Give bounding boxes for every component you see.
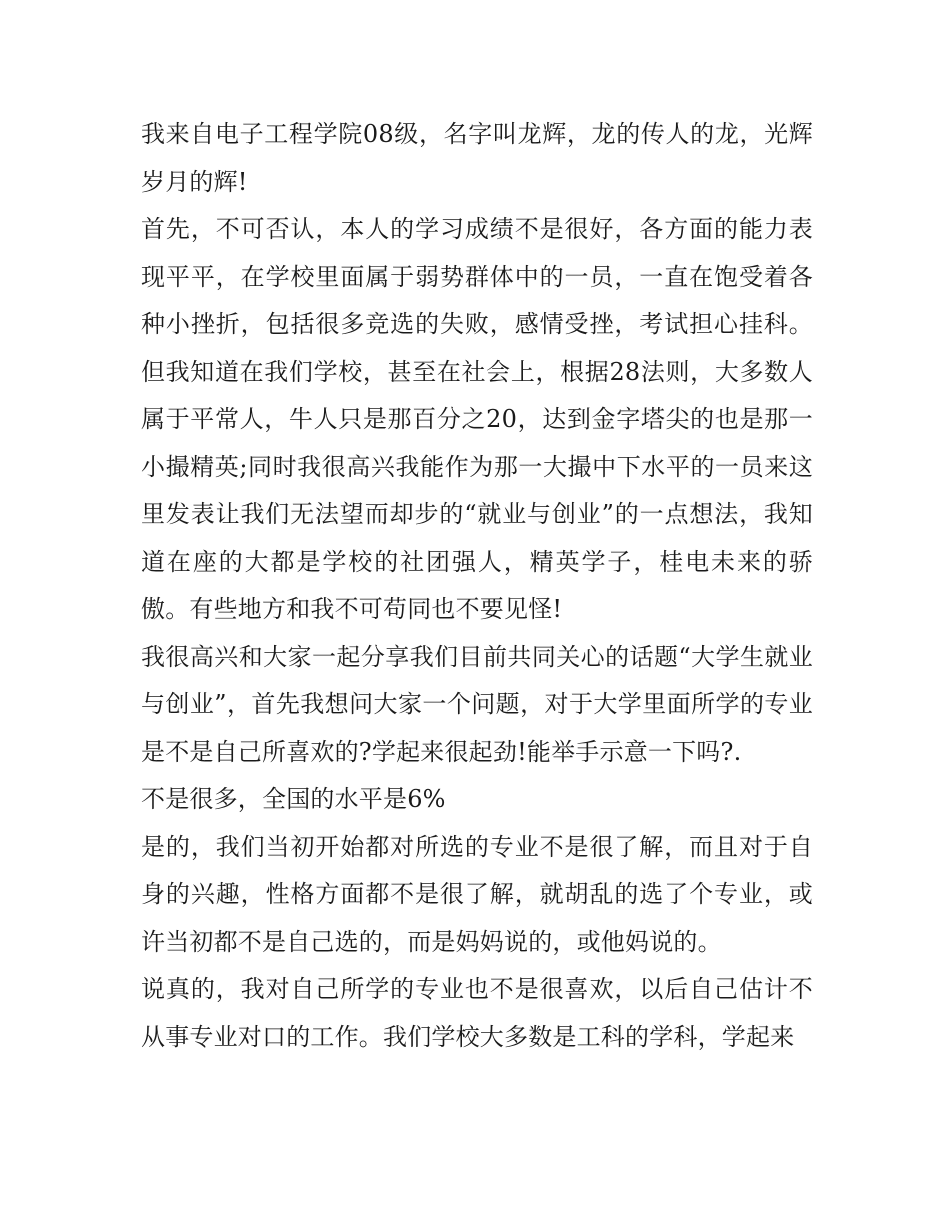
paragraph-intro: 我来自电子工程学院08级，名字叫龙辉，龙的传人的龙，光辉岁月的辉! <box>141 120 813 196</box>
paragraph-self-assessment: 首先，不可否认，本人的学习成绩不是很好，各方面的能力表现平平，在学校里面属于弱势群体中的一员，一直在饱受着各种小挫折，包括很多竞选的失败，感情受挫，考试担心挂科。但我知道在我们学校，甚至在社会上，根据28法则，大多数人属于平常人，牛人只是那百分之20，达到金字塔尖的也是那一小撮精英;同时我很高兴我能作为那一大撮中下水平的一员来这里发表让我们无法望而却步的“就业与创业”的一点想法，我知道在座的大都是学校的社团强人，精英学子，桂电未来的骄傲。有些地方和我不可苟同也不要见怪! <box>141 215 813 623</box>
document-page <box>141 111 813 1061</box>
paragraph-statistic: 不是很多，全国的水平是6% <box>141 785 446 813</box>
paragraph-personal-view: 说真的，我对自己所学的专业也不是很喜欢，以后自己估计不从事专业对口的工作。我们学校大多数是工科的学科，学起来 <box>141 975 813 1051</box>
paragraph-topic-question: 我很高兴和大家一起分享我们目前共同关心的话题“大学生就业与创业”，首先我想问大家一个问题，对于大学里面所学的专业是不是自己所喜欢的?学起来很起劲!能举手示意一下吗?. <box>141 642 813 766</box>
paragraph-major-choice: 是的，我们当初开始都对所选的专业不是很了解，而且对于自身的兴趣，性格方面都不是很了解，就胡乱的选了个专业，或许当初都不是自己选的，而是妈妈说的，或他妈说的。 <box>141 832 813 956</box>
